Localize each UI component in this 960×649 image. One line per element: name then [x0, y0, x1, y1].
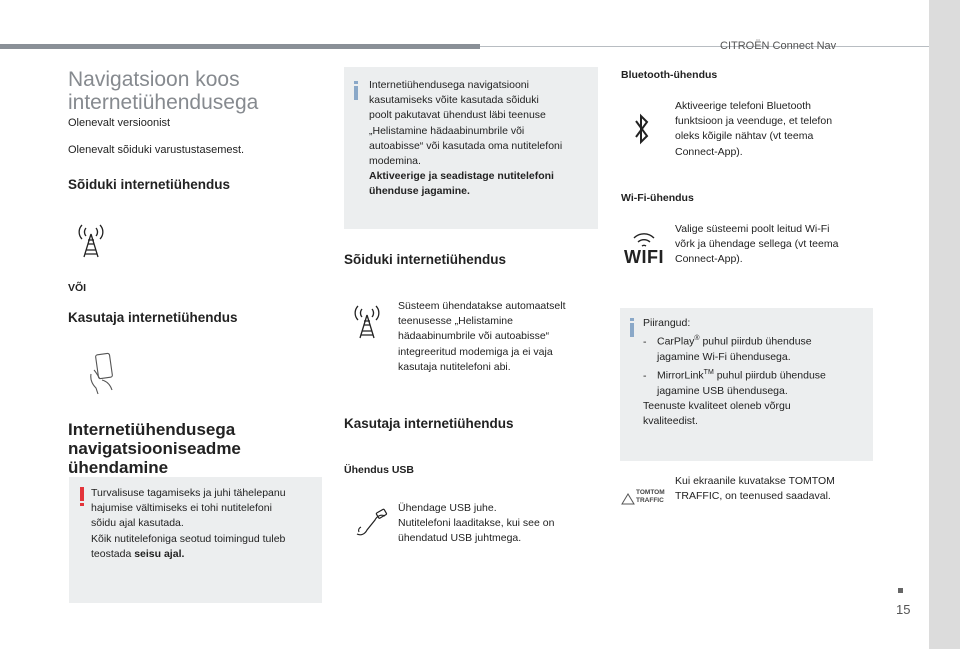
- user-connection-heading-2: Kasutaja internetiühendus: [344, 416, 514, 431]
- header-rule-dark: [0, 44, 480, 49]
- warning-text: Turvalisuse tagamiseks ja juhi tähelepanu hajumise vältimiseks ei tohi nutitelefoni sõidu ajal kasutada. Kõik nutitelefoniga seotud toimingud tuleb teostada seisu ajal.: [91, 487, 286, 560]
- page-edge-tab: [929, 0, 960, 649]
- bluetooth-text: Aktiveerige telefoni Bluetooth funktsioon ja veenduge, et telefon oleks kõigile nähtav (vt teema Connect-App).: [675, 100, 833, 158]
- page-marker: [898, 588, 903, 593]
- header-rule-light: [480, 46, 930, 47]
- antenna-icon: [352, 303, 382, 341]
- bluetooth-icon: [633, 112, 651, 146]
- user-connection-heading: Kasutaja internetiühendus: [68, 310, 238, 325]
- limitations-text: Piirangud: - CarPlay® puhul piirdub ühenduse jagamine Wi-Fi ühendusega. - MirrorLink™ puhul piirdub ühenduse jagamine USB ühendusega. Teenuste kvaliteet oleneb võrgu kvaliteedist.: [643, 317, 826, 428]
- vehicle-connection-text: Süsteem ühendatakse automaatselt teenusesse „Helistamine hädaabinumbrile või autoabisse“ integreeritud modemiga ja ei vaja kasutaja nutitelefoni abi.: [398, 300, 566, 373]
- version-note: Olenevalt versioonist: [68, 117, 171, 129]
- info-icon: [354, 81, 358, 100]
- wifi-text: Valige süsteemi poolt leitud Wi-Fi võrk ja ühendage sellega (vt teema Connect-App).: [675, 223, 839, 266]
- info-text-connection: Internetiühendusega navigatsiooni kasutamiseks võite kasutada sõiduki poolt pakutavat ühendust läbi teenuse „Helistamine hädaabinumbrile või autoabisse“ või kasutada oma nutitelefoni modemina. Aktiveerige ja seadistage nutitelefoni ühenduse jagamine.: [369, 79, 563, 198]
- vehicle-connection-heading-2: Sõiduki internetiühendus: [344, 252, 507, 267]
- warning-icon: [80, 487, 84, 506]
- or-label: VÕI: [68, 282, 87, 294]
- connect-device-heading: Internetiühendusega navigatsiooniseadme ühendamine: [68, 420, 241, 477]
- brand-label: CITROËN Connect Nav: [720, 40, 837, 52]
- usb-cable-icon: [355, 508, 389, 538]
- vehicle-connection-heading: Sõiduki internetiühendus: [68, 177, 231, 192]
- wifi-heading: Wi-Fi-ühendus: [621, 192, 694, 204]
- wifi-icon: WIFI: [620, 228, 668, 266]
- bluetooth-heading: Bluetooth-ühendus: [621, 69, 718, 81]
- smartphone-icon: [88, 350, 118, 396]
- usb-text: Ühendage USB juhe. Nutitelefoni laaditakse, kui see on ühendatud USB juhtmega.: [398, 502, 555, 545]
- page-title: Navigatsioon koos internetiühendusega: [68, 68, 259, 114]
- page-number: 15: [896, 602, 911, 617]
- equipment-note: Olenevalt sõiduki varustustasemest.: [68, 144, 245, 156]
- info-icon: [630, 318, 634, 337]
- antenna-icon: [76, 222, 106, 260]
- usb-heading: Ühendus USB: [344, 464, 415, 476]
- tomtom-text: Kui ekraanile kuvatakse TOMTOM TRAFFIC, on teenused saadaval.: [675, 475, 835, 503]
